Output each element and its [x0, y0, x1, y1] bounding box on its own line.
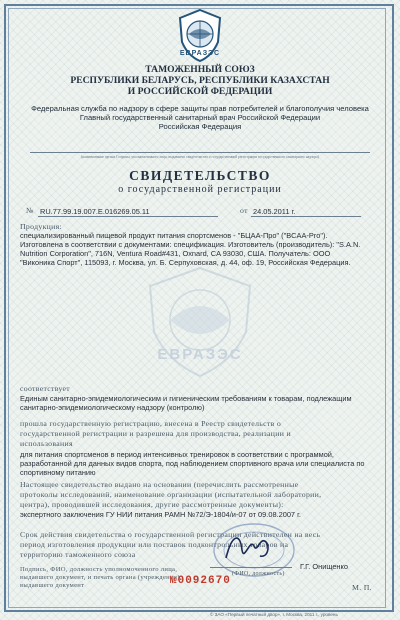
basis-line-1: Настоящее свидетельство выдано на основании (перечислить рассмотренные [20, 480, 299, 489]
basis-line-3: центра), проводившей исследования, другие рассмотренные документы): [20, 500, 284, 509]
compliance-line-1: Единым санитарно-эпидемиологическим и гигиеническим требованиям к товарам, подлежащим [20, 394, 352, 403]
product-label: Продукция: [20, 222, 62, 231]
product-line-3: Nutrition Corporation", 716N, Ventura Road#431, Oxnard, CA 93030, США. Получатель: ООО [20, 249, 331, 258]
validity-line-2: период изготовления продукции или поставок подконтрольных товаров на [20, 540, 289, 549]
basis-line-4: экспертного заключения ГУ НИИ питания РАМН №72/Э-1804/и-07 от 09.08.2007 г. [20, 510, 301, 519]
number-label: № [26, 206, 34, 215]
basis-line-2: протоколы исследований, наименование организации (испытательной лаборатории, [20, 490, 322, 499]
authority-underline [30, 152, 370, 153]
authority-line-2: Главный государственный санитарный врач Российской Федерации [79, 113, 321, 122]
compliance-line-2: санитарно-эпидемиологическому надзору (контролю) [20, 403, 205, 412]
validity-line-3: территорию таможенного союза [20, 550, 136, 559]
signature-caption-2: выдавшего документ, и печать органа (учреждения), [20, 574, 182, 581]
registration-date: 24.05.2011 г. [253, 207, 296, 216]
footer-printer: © ЗАО «Первый печатный двор», г. Москва, 2011 г., уровень [210, 612, 338, 617]
passed-line-2: государственной регистрации и разрешена для производства, реализации и [20, 429, 291, 438]
usage-line-1: для питания спортсменов в период интенсивных тренировок в соответствии с программой, [20, 450, 334, 459]
document-subtitle: о государственной регистрации [118, 184, 282, 195]
product-line-1: специализированный пищевой продукт питания спортсменов - "БЦАА-Про" ("BCAA-Pro"). [20, 231, 328, 240]
union-line-3: И РОССИЙСКОЙ ФЕДЕРАЦИИ [127, 86, 273, 97]
signature-caption-3: выдавшего документ [20, 582, 85, 589]
passed-line-3: использования [20, 439, 73, 448]
logo-text: ЕВРАЗЭС [179, 50, 221, 57]
mp-mark: М. П. [352, 583, 372, 592]
date-underline [251, 216, 361, 217]
authority-line-1: Федеральная служба по надзору в сфере защиты прав потребителей и благополучия человека [31, 104, 369, 113]
number-underline [38, 216, 218, 217]
signatory-name: Г.Г. Онищенко [300, 562, 348, 571]
date-label: от [240, 206, 248, 215]
watermark-emblem-icon [130, 262, 270, 382]
serial-number: №0092670 [170, 575, 231, 587]
usage-line-2: разработанной для данных видов спорта, под наблюдением спортивного врача или специалиста по [20, 459, 365, 468]
watermark-text: ЕВРАЗЭС [157, 346, 243, 363]
document-title: СВИДЕТЕЛЬСТВО [129, 168, 271, 183]
authority-caption: (наименование органа Стороны, уполномоченного лица, выдавшего свидетельство о государственной регистрации государственного санитарного надзора) [81, 155, 319, 159]
product-line-4: "Виконика Спорт", 115093, г. Москва, ул. Б. Серпуховская, д. 44, оф. 19, Российская Федерация. [20, 258, 351, 267]
fio-hint: (ФИО, должность) [232, 571, 285, 577]
union-line-2: РЕСПУБЛИКИ БЕЛАРУСЬ, РЕСПУБЛИКИ КАЗАХСТАН [70, 75, 330, 86]
authority-line-3: Российская Федерация [158, 122, 242, 131]
product-line-2: Изготовлена в соответствии с документами: спецификация. Изготовитель (производитель): "S.A.N. [20, 240, 361, 249]
compliance-label: соответствует [20, 384, 71, 393]
validity-line-1: Срок действия свидетельства о государственной регистрации действителен на весь [20, 530, 321, 539]
usage-line-3: спортивному питанию [20, 468, 96, 477]
union-line-1: ТАМОЖЕННЫЙ СОЮЗ [145, 64, 255, 75]
signature-caption-1: Подпись, ФИО, должность уполномоченного лица, [20, 566, 178, 573]
handwritten-signature-icon [222, 528, 274, 568]
registration-number: RU.77.99.19.007.Е.016269.05.11 [40, 207, 150, 216]
passed-line-1: прошла государственную регистрацию, внесена в Реестр свидетельств о [20, 419, 282, 428]
signature-underline [210, 567, 292, 568]
